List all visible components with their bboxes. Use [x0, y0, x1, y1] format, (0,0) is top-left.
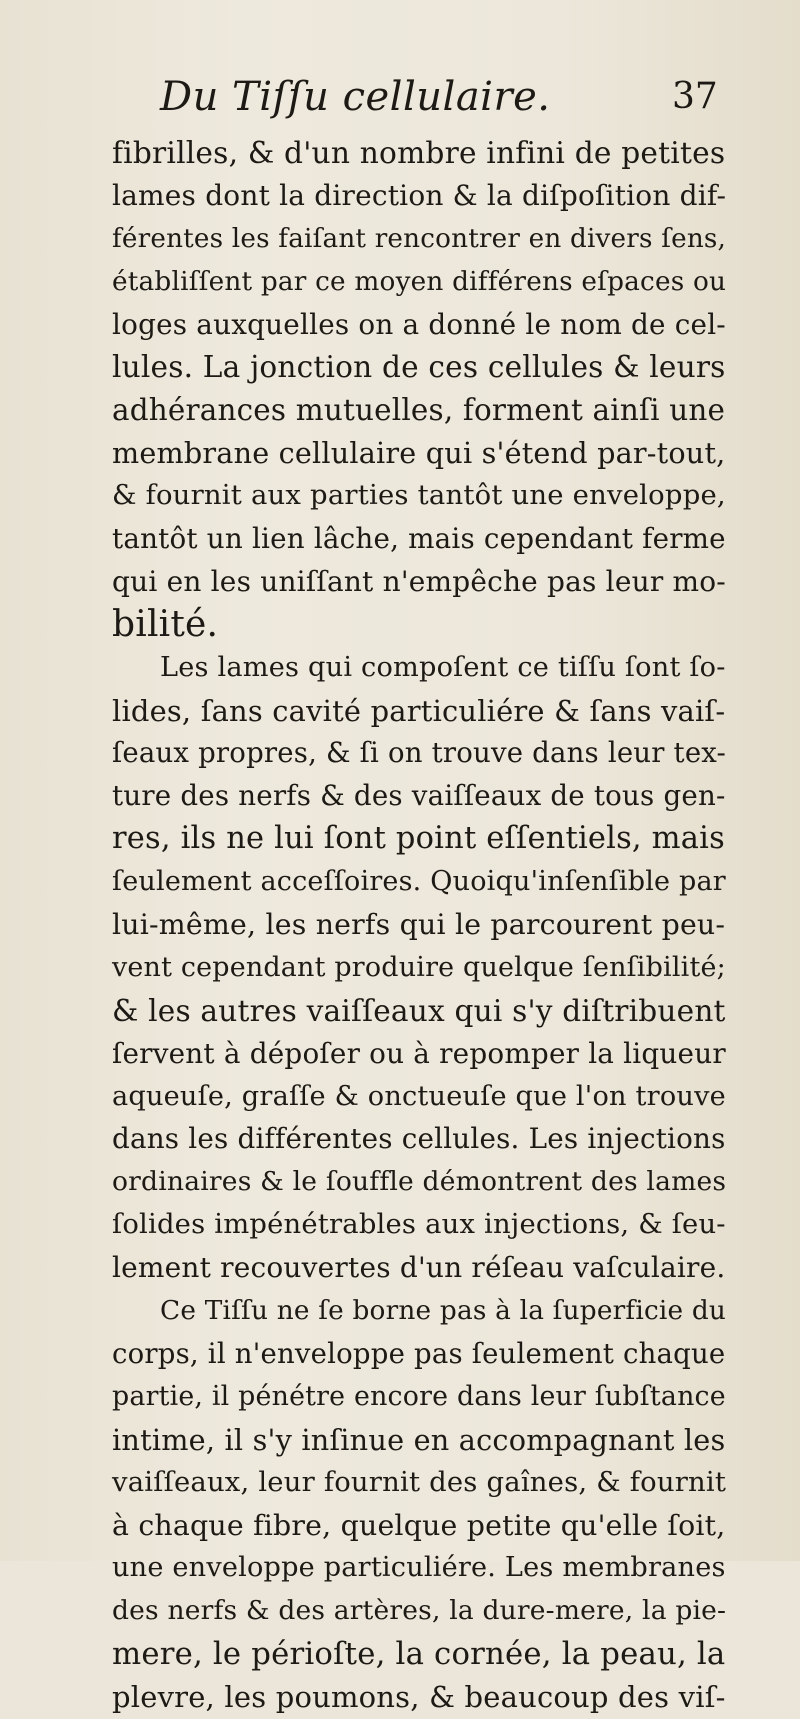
- text-line: qui en les uniſſant n'empêche pas leur mo-: [112, 564, 726, 598]
- text-line: res, ils ne lui ſont point eſſentiels, mais: [112, 821, 725, 857]
- text-line: fibrilles, & d'un nombre infini de petites: [112, 135, 726, 170]
- running-title: Du Tiſſu cellulaire.: [160, 74, 551, 120]
- text-line: ſeaux propres, & ſi on trouve dans leur tex-: [112, 737, 727, 770]
- text-line: corps, il n'enveloppe pas ſeulement chaque: [112, 1337, 726, 1370]
- text-line: dans les différentes cellules. Les injections: [112, 1122, 726, 1156]
- text-line: adhérances mutuelles, forment ainſi une: [112, 393, 726, 428]
- text-line: partie, il pénétre encore dans leur ſubſtance: [112, 1380, 726, 1412]
- text-line: lement recouvertes d'un réſeau vaſculaire.: [112, 1251, 726, 1285]
- text-line: aqueuſe, graſſe & onctueuſe que l'on trouve: [112, 1080, 726, 1112]
- text-line: ſervent à dépoſer ou à repomper la liqueur: [112, 1036, 726, 1070]
- text-line: & les autres vaiſſeaux qui s'y diſtribuent: [112, 993, 726, 1028]
- text-line: établiſſent par ce moyen différens eſpaces ou: [112, 266, 727, 297]
- text-line: plevre, les poumons, & beaucoup des viſ-: [112, 1680, 726, 1715]
- text-line: mere, le périoſte, la cornée, la peau, la: [112, 1636, 726, 1673]
- body-text: [112, 132, 727, 1719]
- text-line: vaiſſeaux, leur fournit des gaînes, & fournit: [112, 1466, 727, 1498]
- text-line: loges auxquelles on a donné le nom de cel-: [112, 307, 726, 341]
- text-line: vent cependant produire quelque ſenſibilité;: [112, 951, 726, 983]
- text-line: Les lames qui compoſent ce tiſſu ſont ſo-: [160, 651, 726, 683]
- text-line: une enveloppe particuliére. Les membranes: [112, 1552, 726, 1584]
- text-line: lui-même, les nerfs qui le parcourent peu-: [112, 908, 726, 942]
- text-line: tantôt un lien lâche, mais cependant ferme: [112, 522, 726, 556]
- text-line: intime, il s'y inſinue en accompagnant les: [112, 1422, 726, 1457]
- text-line: lides, ſans cavité particuliére & ſans vaiſ-: [112, 693, 726, 728]
- text-line: ſolides impénétrables aux injections, & ſeu-: [112, 1209, 726, 1241]
- text-line: lules. La jonction de ces cellules & leurs: [112, 350, 726, 385]
- page-number: 37: [672, 76, 718, 117]
- text-line: ture des nerfs & des vaiſſeaux de tous gen-: [112, 779, 726, 813]
- text-line: ordinaires & le ſouffle démontrent des lames: [112, 1166, 727, 1198]
- text-line: bilité.: [112, 603, 219, 645]
- text-line: Ce Tiſſu ne ſe borne pas à la ſuperficie du: [160, 1296, 727, 1327]
- text-line: ſeulement acceſſoires. Quoiqu'inſenſible par: [112, 866, 726, 898]
- page-header: [0, 74, 800, 134]
- text-line: férentes les faiſant rencontrer en divers ſens,: [112, 223, 727, 254]
- text-line: lames dont la direction & la diſpoſition dif-: [112, 178, 727, 212]
- text-line: à chaque fibre, quelque petite qu'elle ſoit,: [112, 1508, 726, 1542]
- text-line: & fournit aux parties tantôt une enveloppe,: [112, 480, 726, 512]
- text-line: des nerfs & des artères, la dure-mere, la pie-: [112, 1595, 727, 1627]
- text-line: membrane cellulaire qui s'étend par-tout,: [112, 436, 726, 471]
